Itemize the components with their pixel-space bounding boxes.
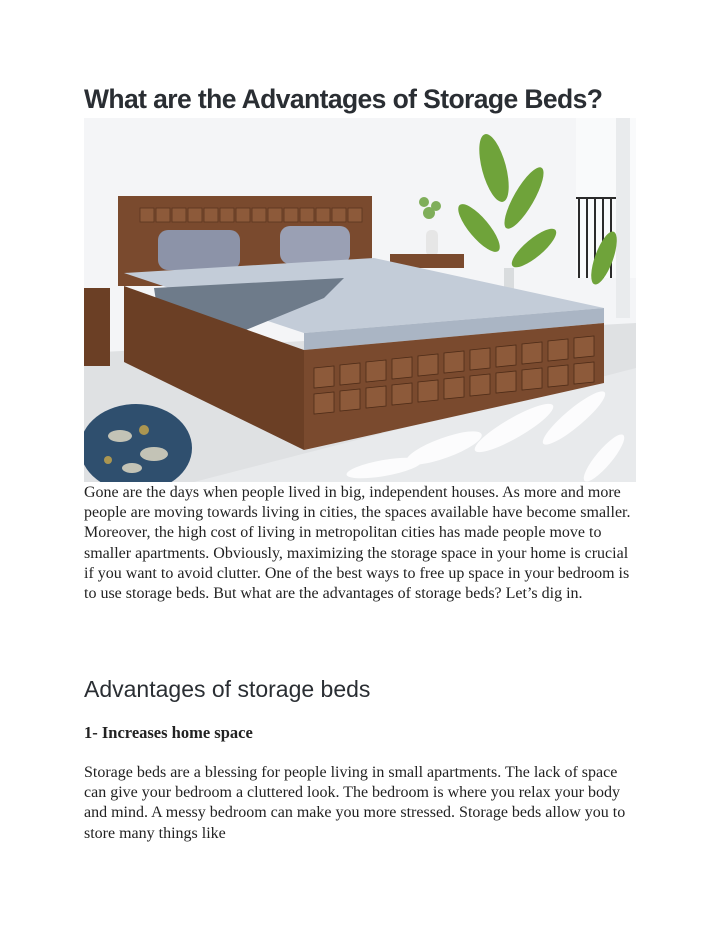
page-title: What are the Advantages of Storage Beds?	[84, 84, 603, 114]
body-paragraph: Storage beds are a blessing for people living in small apartments. The lack of space can give your bedroom a cluttered look. The bedroom is where you relax your body and mind. A messy bedroom can make you more stressed. Storage beds allow you to store many things like	[84, 764, 626, 842]
hero-image	[84, 118, 636, 482]
storage-bed-illustration	[84, 118, 636, 482]
section-heading: Advantages of storage beds	[84, 676, 371, 702]
subheading: 1- Increases home space	[84, 723, 253, 742]
intro-paragraph: Gone are the days when people lived in big, independent houses. As more and more people are moving towards living in cities, the spaces available have become smaller. Moreover, the high cost of living in metropolitan cities has made people move to smaller apartments. Obviously, maximizing the storage space in your home is crucial if you want to avoid clutter. One of the best ways to free up space in your bedroom is to use storage beds. But what are the advantages of storage beds? Let’s dig in.	[84, 484, 631, 603]
